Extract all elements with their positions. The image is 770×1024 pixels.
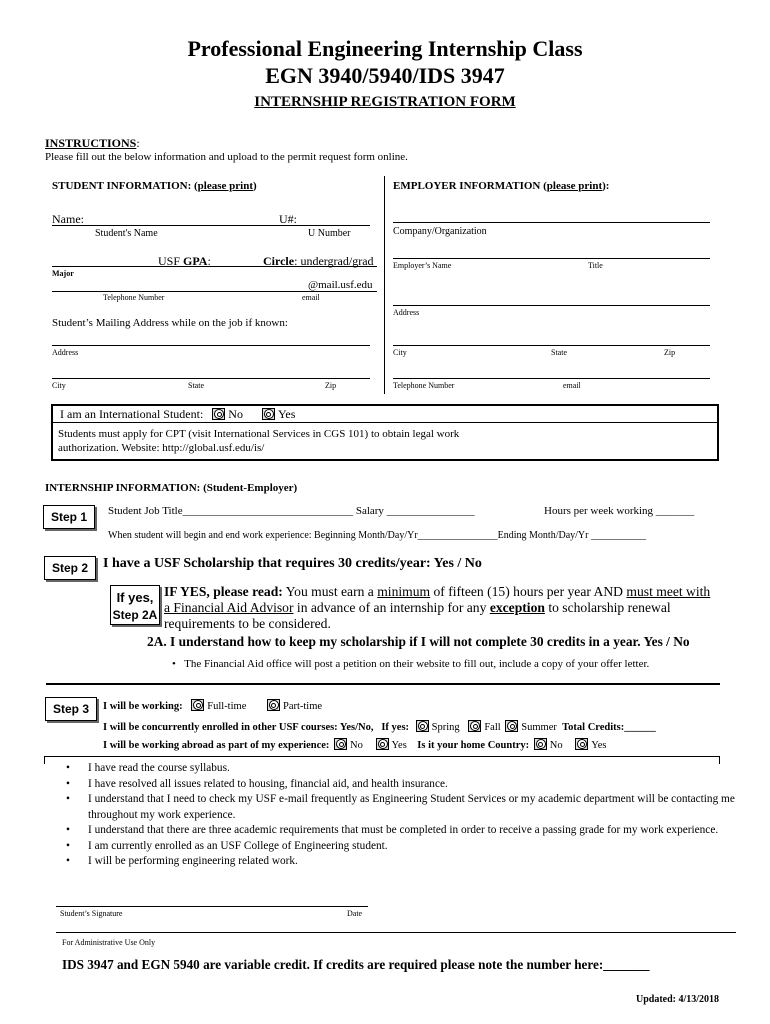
home-country-yes-radio[interactable] (575, 738, 588, 750)
employer-address-line[interactable] (393, 305, 710, 306)
ack-item: • I will be performing engineering related work. (62, 854, 737, 870)
student-city-line[interactable] (52, 378, 370, 379)
student-zip-caption: Zip (325, 381, 337, 390)
employer-state-caption: State (551, 348, 567, 357)
spring-radio[interactable] (416, 720, 429, 732)
cpt-note-line1: Students must apply for CPT (visit International Services in CGS 101) to obtain legal work (58, 428, 460, 440)
unumber-caption: U Number (308, 228, 351, 239)
international-question: I am an International Student: No Yes (60, 407, 296, 421)
fall-radio[interactable] (468, 720, 481, 732)
abroad-no-radio[interactable] (334, 738, 347, 750)
phone-email-line[interactable] (52, 291, 377, 292)
working-type-row: I will be working: Full-time Part-time (103, 701, 323, 712)
employer-name-caption: Employer’s Name (393, 261, 452, 270)
abroad-row: I will be working abroad as part of my experience: No Yes Is it your home Country: No Yes (103, 740, 607, 751)
work-dates[interactable]: When student will begin and end work experience: Beginning Month/Day/Yr________________Ending Month/Day/Yr ___________ (108, 530, 646, 541)
summer-radio[interactable] (505, 720, 518, 732)
employer-email-caption: email (563, 381, 581, 390)
employer-address-caption: Address (393, 308, 420, 317)
student-city-caption: City (52, 381, 66, 390)
employer-info-heading: EMPLOYER INFORMATION (please print): (393, 180, 610, 192)
signature-caption: Student’s Signature (60, 909, 123, 918)
name-label: Name: (52, 212, 84, 226)
admin-divider (56, 932, 736, 933)
student-phone-caption: Telephone Number (103, 293, 165, 302)
internship-info-heading: INTERNSHIP INFORMATION: (Student-Employer) (45, 482, 298, 494)
employer-name-line[interactable] (393, 258, 710, 259)
email-domain: @mail.usf.edu (308, 279, 373, 291)
updated-date: Updated: 4/13/2018 (636, 994, 720, 1005)
acknowledgement-list (62, 761, 737, 870)
student-address-caption: Address (52, 348, 79, 357)
student-info-heading: STUDENT INFORMATION: (please print) (52, 180, 257, 192)
gpa-label: USF GPA: (158, 254, 211, 268)
ifyes-text: IF YES, please read: You must earn a minimum of fifteen (15) hours per year AND must meet with a Financial Aid Advisor in advance of an internship for any exception to scholarship renewal requirements to be considered. (164, 584, 711, 631)
form-name: INTERNSHIP REGISTRATION FORM (254, 94, 516, 110)
form-title: Professional Engineering Internship Class (187, 36, 583, 61)
student-state-caption: State (188, 381, 204, 390)
signature-line[interactable] (56, 906, 368, 907)
student-address-line[interactable] (52, 345, 370, 346)
international-yes-radio[interactable] (262, 408, 275, 420)
home-country-no-radio[interactable] (534, 738, 547, 750)
ack-item: • I have resolved all issues related to housing, financial aid, and health insurance. (62, 777, 737, 793)
instructions-text: Please fill out the below information and upload to the permit request form online. (45, 151, 408, 163)
ack-item: • I have read the course syllabus. (62, 761, 737, 777)
admin-label: For Administrative Use Only (62, 938, 156, 947)
international-no-radio[interactable] (212, 408, 225, 420)
employer-title-caption: Title (588, 261, 603, 270)
ack-item: • I am currently enrolled as an USF College of Engineering student. (62, 839, 737, 855)
parttime-radio[interactable] (267, 699, 280, 711)
employer-phone-line[interactable] (393, 378, 710, 379)
job-title-salary[interactable]: Student Job Title_______________________________ Salary ________________ (108, 505, 475, 517)
gpa-line[interactable] (52, 266, 377, 267)
date-caption: Date (347, 909, 363, 918)
step1-badge: Step 1 (43, 505, 95, 529)
instructions-heading: INSTRUCTIONS: (45, 136, 140, 150)
concurrent-enrollment-row: I will be concurrently enrolled in other USF courses: Yes/No, If yes: Spring Fall Summer Total Credits:______ (103, 722, 656, 733)
major-caption: Major (52, 269, 74, 278)
student-name-caption: Student's Name (95, 228, 158, 239)
company-caption: Company/Organization (393, 226, 487, 237)
employer-zip-caption: Zip (664, 348, 676, 357)
ifyes-step2a-badge: If yes, Step 2A (110, 585, 160, 625)
international-divider (53, 422, 717, 423)
name-line[interactable] (52, 225, 370, 226)
ack-item: • I understand that I need to check my USF e-mail frequently as Engineering Student Services or my academic department will be contacting me throughout my work experience. (62, 792, 737, 823)
column-divider (384, 176, 385, 394)
ack-item: • I understand that there are three academic requirements that must be completed in order to receive a passing grade for my work experience. (62, 823, 737, 839)
circle-level[interactable]: Circle: undergrad/grad (263, 254, 374, 268)
course-numbers: EGN 3940/5940/IDS 3947 (265, 63, 505, 88)
hours-per-week[interactable]: Hours per week working _______ (544, 505, 695, 517)
employer-city-caption: City (393, 348, 407, 357)
abroad-yes-radio[interactable] (376, 738, 389, 750)
mailing-address-label: Student’s Mailing Address while on the job if known: (52, 317, 288, 329)
cpt-note-line2: authorization. Website: http://global.usf.edu/is/ (58, 442, 265, 454)
company-line[interactable] (393, 222, 710, 223)
student-email-caption: email (302, 293, 320, 302)
scholarship-question[interactable]: I have a USF Scholarship that requires 30 credits/year: Yes / No (103, 556, 482, 571)
employer-city-line[interactable] (393, 345, 710, 346)
fulltime-radio[interactable] (191, 699, 204, 711)
step3-badge: Step 3 (45, 697, 97, 721)
step2-divider (46, 683, 720, 685)
financial-aid-bullet: • The Financial Aid office will post a petition on their website to fill out, include a copy of your offer letter. (172, 658, 650, 670)
step2a-statement[interactable]: 2A. I understand how to keep my scholarship if I will not complete 30 credits in a year. Yes / No (147, 634, 690, 649)
unumber-label: U#: (279, 212, 297, 226)
step2-badge: Step 2 (44, 556, 96, 580)
employer-phone-caption: Telephone Number (393, 381, 455, 390)
variable-credit-note[interactable]: IDS 3947 and EGN 5940 are variable credit. If credits are required please note the number here:_______ (62, 957, 650, 972)
